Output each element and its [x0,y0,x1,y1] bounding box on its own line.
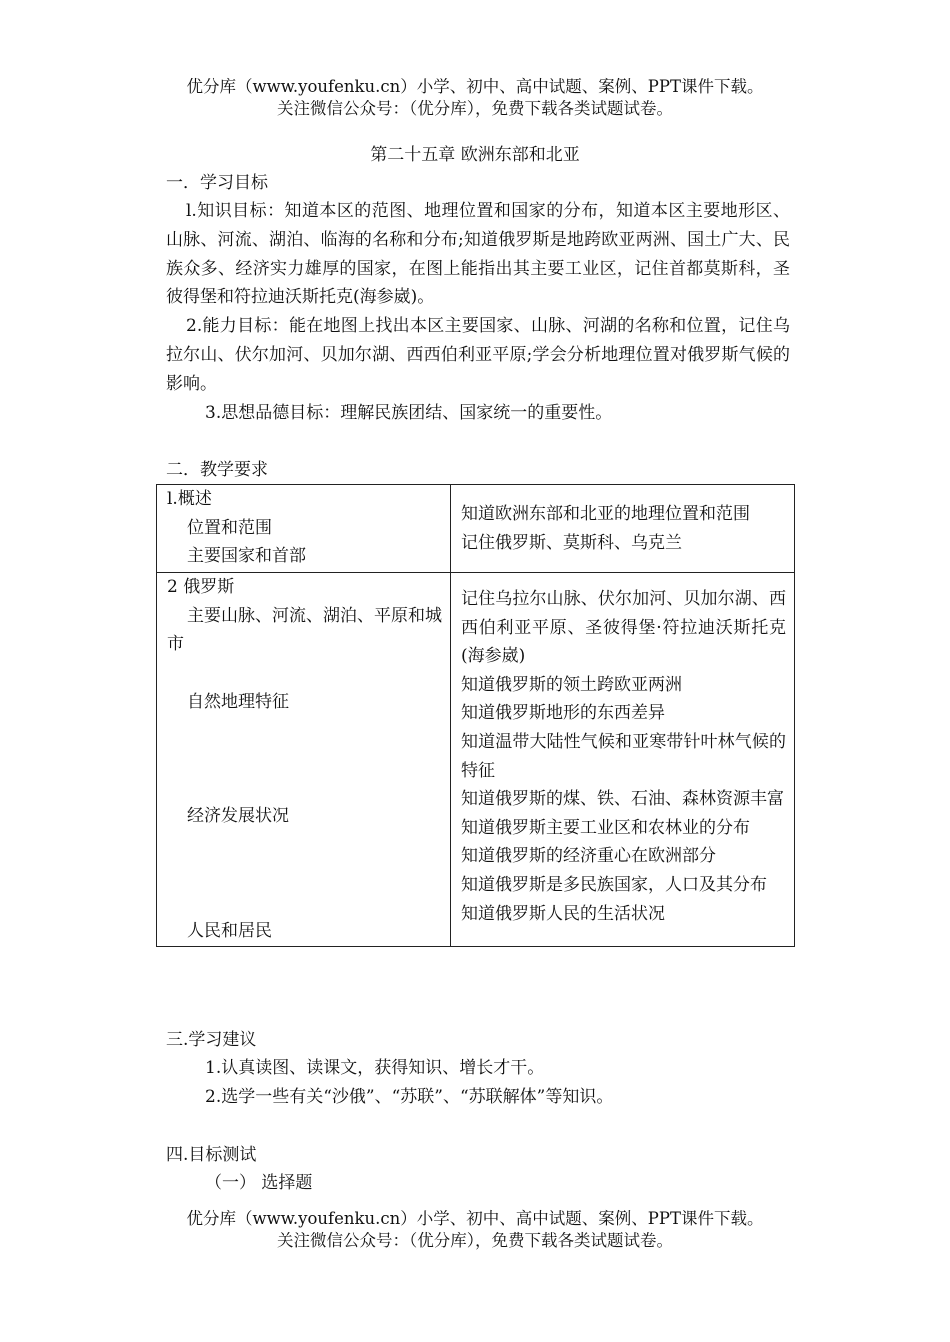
russia-requirements-cell [451,573,795,947]
knowledge-goal: l.知识目标：知道本区的范图、地理位置和国家的分布，知道本区主要地形区、山脉、河流、湖泊、临海的名称和分布;知道俄罗斯是地跨欧亚两洲、国土广大、民族众多、经济实力雄厚的国家，在图上能指出其主要工业区，记住首都莫斯科，圣彼得堡和符拉迪沃斯托克(海参崴)。 [166,201,790,308]
section4-heading: 四.目标测试 [166,1145,257,1165]
section4-subheading: （一） 选择题 [205,1173,313,1193]
russia-req-2: 知道俄罗斯的领土跨欧亚两洲 [461,674,682,695]
chapter-title: 第二十五章 欧洲东部和北亚 [370,145,580,165]
footer-line-1: 优分库（www.youfenku.cn）小学、初中、高中试题、案例、PPT课件下载。 [186,1209,764,1228]
russia-title: 2 俄罗斯 [167,577,235,597]
moral-goal: 3.思想品德目标：理解民族团结、国家统一的重要性。 [205,403,613,423]
russia-req-8: 知道俄罗斯是多民族国家，人口及其分布 [461,874,767,895]
overview-countries: 主要国家和首部 [187,546,306,567]
page-header [0,76,950,120]
overview-cell [157,485,451,573]
suggestion-1: 1.认真读图、读课文，获得知识、增长才干。 [205,1058,545,1078]
section3-heading: 三.学习建议 [166,1030,257,1050]
russia-req-4: 知道温带大陆性气候和亚寒带针叶林气候的特征 [461,731,786,781]
header-line-2: 关注微信公众号：（优分库），免费下载各类试题试卷。 [277,99,673,118]
russia-geography: 主要山脉、河流、湖泊、平原和城市 [167,605,442,655]
overview-title: l.概述 [167,489,212,509]
overview-position: 位置和范围 [187,517,272,538]
requirements-table [156,484,795,947]
suggestion-2: 2.选学一些有关“沙俄”、“苏联”、“苏联解体”等知识。 [205,1087,614,1107]
footer-line-2: 关注微信公众号：（优分库），免费下载各类试题试卷。 [277,1231,673,1250]
russia-req-3: 知道俄罗斯地形的东西差异 [461,703,665,724]
ability-goal: 2.能力目标：能在地图上找出本区主要国家、山脉、河湖的名称和位置，记住乌拉尔山、伏尔加河、贝加尔湖、西西伯利亚平原;学会分析地理位置对俄罗斯气候的影响。 [166,316,790,394]
table-row [157,485,795,573]
overview-req-1: 知道欧洲东部和北亚的地理位置和范围 [461,503,750,524]
page-footer [0,1208,950,1252]
header-line-1: 优分库（www.youfenku.cn）小学、初中、高中试题、案例、PPT课件下载。 [186,77,764,96]
russia-economy: 经济发展状况 [187,806,289,827]
russia-cell [157,573,451,947]
overview-req-2: 记住俄罗斯、莫斯科、乌克兰 [461,532,682,553]
russia-req-6: 知道俄罗斯主要工业区和农林业的分布 [461,817,750,838]
russia-req-1: 记住乌拉尔山脉、伏尔加河、贝加尔湖、西西伯利亚平原、圣彼得堡·符拉迪沃斯托克(海参崴) [461,589,786,667]
overview-requirements-cell [451,485,795,573]
section1-heading: 一．学习目标 [166,173,268,193]
russia-people: 人民和居民 [187,920,272,941]
section2-heading: 二．教学要求 [166,460,268,480]
russia-req-9: 知道俄罗斯人民的生活状况 [461,903,665,924]
table-row [157,573,795,947]
russia-natural: 自然地理特征 [187,691,289,712]
russia-req-5: 知道俄罗斯的煤、铁、石油、森林资源丰富 [461,789,784,810]
russia-req-7: 知道俄罗斯的经济重心在欧洲部分 [461,846,716,867]
